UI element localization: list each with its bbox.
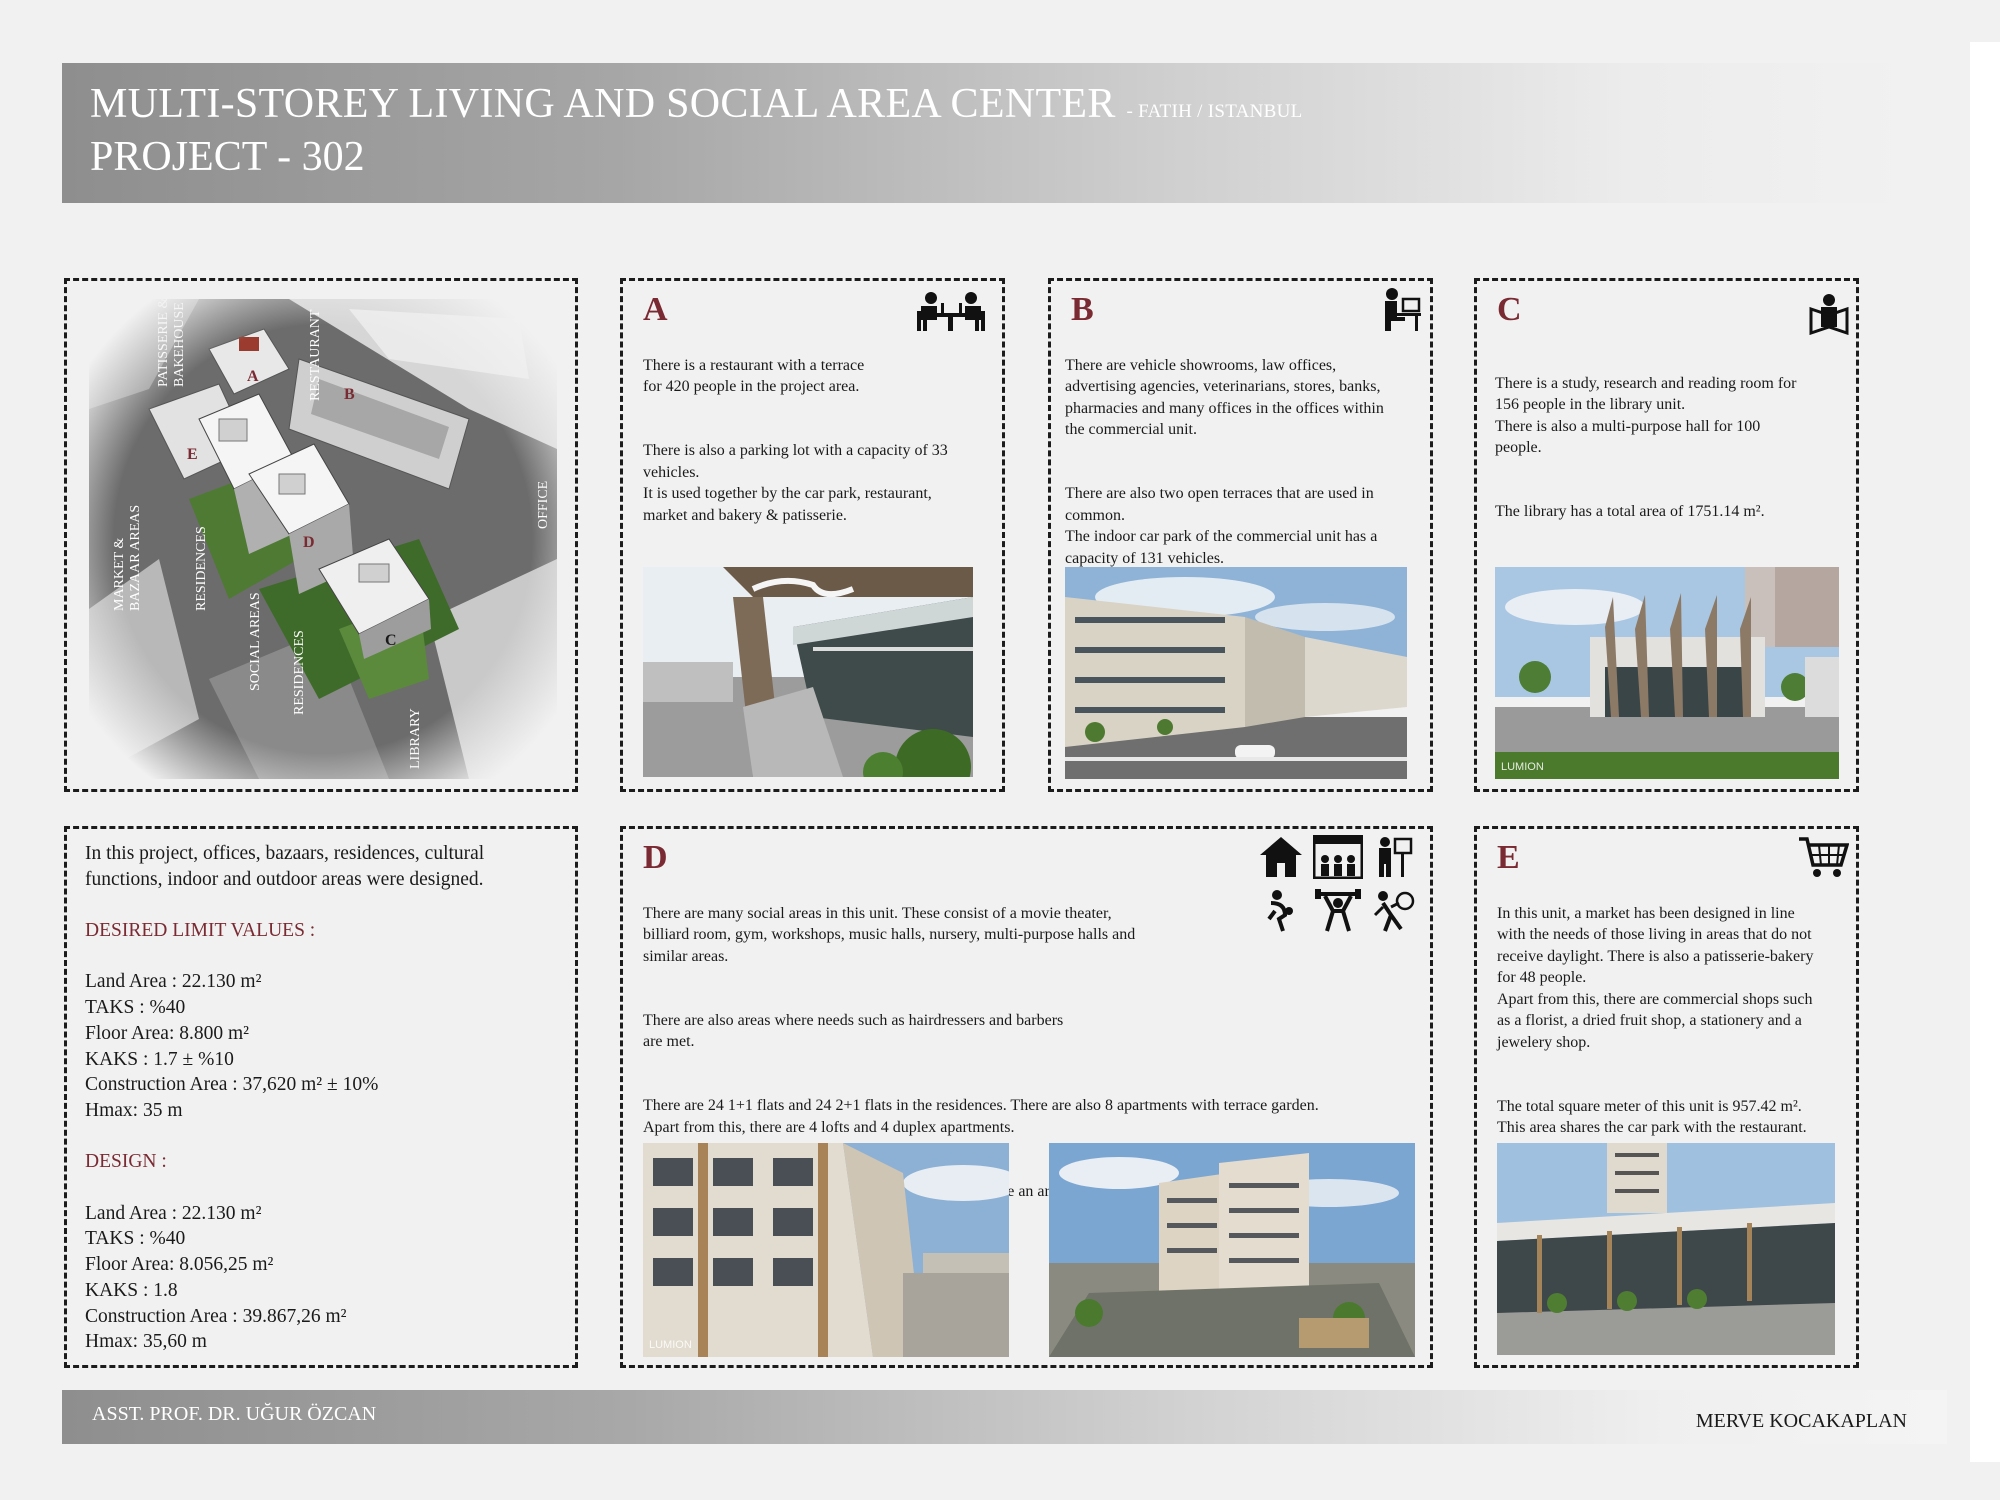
- residence-render-1: [643, 1143, 1009, 1357]
- restaurant-render: [643, 567, 973, 777]
- author-name: MERVE KOCAKAPLAN: [1695, 1410, 1907, 1432]
- card-e-market: [1474, 826, 1859, 1368]
- card-c-letter: C: [1497, 291, 1522, 328]
- card-a-paragraph: There is a restaurant with a terrace for 420 people in the project area.: [643, 356, 865, 395]
- card-e-text: [1497, 881, 1852, 1181]
- dining-people-icon: [915, 289, 987, 338]
- project-values-card: [64, 826, 578, 1368]
- desired-value: Floor Area: 8.800 m²: [85, 1022, 249, 1044]
- card-d-paragraph: There are 24 1+1 flats and 24 2+1 flats in the residences. There are also 8 apartments with terrace garden. Apart from this, there are 4 lofts and 4 duplex apartments.: [643, 1097, 1319, 1136]
- card-a-restaurant: [620, 278, 1005, 792]
- card-c-paragraph: There is a study, research and reading room for 156 people in the library unit. There is also a multi-purpose hall for 100 people.: [1495, 374, 1797, 456]
- design-heading: DESIGN :: [85, 1151, 167, 1173]
- lumion-watermark: LUMION: [1501, 761, 1544, 773]
- design-value: Construction Area : 39.867,26 m²: [85, 1305, 347, 1327]
- page-edge-strip: [1970, 42, 2000, 1462]
- card-d-paragraph: an: [1018, 1182, 1034, 1200]
- commercial-render: [1065, 567, 1407, 779]
- design-value: KAKS : 1.8: [85, 1279, 178, 1301]
- card-b-paragraph: There are also two open terraces that are used in common. The indoor car park of the commercial unit has a capacity of 131 vehicles.: [1065, 485, 1378, 567]
- residence-render-2: [1049, 1143, 1415, 1357]
- card-b-commercial: [1048, 278, 1433, 792]
- location-text: - FATIH / ISTANBUL: [1126, 101, 1303, 122]
- card-e-paragraph: The total square meter of this unit is 957.42 m². This area shares the car park with the restaurant.: [1497, 1097, 1807, 1136]
- card-c-paragraph: The library has a total area of 1751.14 m².: [1495, 503, 1765, 520]
- market-render: [1497, 1143, 1835, 1355]
- card-d-letter: D: [643, 839, 668, 876]
- reading-book-icon: [1807, 291, 1851, 340]
- card-b-paragraph: There are vehicle showrooms, law offices, advertising agencies, veterinarians, stores, banks, pharmacies and many offices in the offices within the commercial unit.: [1065, 356, 1384, 438]
- site-plan-card: [64, 278, 578, 792]
- card-a-letter: A: [643, 291, 668, 328]
- shopping-cart-icon: [1797, 835, 1849, 884]
- design-value: Floor Area: 8.056,25 m²: [85, 1254, 274, 1276]
- desired-value: TAKS : %40: [85, 997, 186, 1019]
- card-a-paragraph: There is also a parking lot with a capacity of 33 vehicles. It is used together by the car park, restaurant, market and bakery & patisserie.: [643, 442, 948, 524]
- workshop-icon: [1373, 835, 1413, 884]
- desired-heading: DESIRED LIMIT VALUES :: [85, 920, 316, 942]
- office-worker-icon: [1381, 287, 1421, 338]
- page-title: [90, 80, 1303, 128]
- card-c-library: [1474, 278, 1859, 792]
- card-e-letter: E: [1497, 839, 1520, 876]
- card-e-paragraph: In this unit, a market has been designed in line with the needs of those living in areas that do not receive daylight. There is also a patisserie-bakery for 48 people. Apart from this, there are commercial shops such as a florist, a dried fruit shop, a stationery and a jewelery shop.: [1497, 904, 1814, 1051]
- project-number: PROJECT - 302: [90, 134, 365, 180]
- theater-icon: [1313, 835, 1363, 884]
- advisor-name: ASST. PROF. DR. UĞUR ÖZCAN: [92, 1403, 377, 1425]
- desired-value: Construction Area : 37,620 m² ± 10%: [85, 1074, 379, 1096]
- design-value: TAKS : %40: [85, 1228, 186, 1250]
- card-b-letter: B: [1071, 291, 1094, 328]
- desired-value: KAKS : 1.7 ± %10: [85, 1048, 234, 1070]
- footer-banner: [62, 1390, 1947, 1444]
- design-value: Hmax: 35,60 m: [85, 1331, 207, 1353]
- card-c-text: [1495, 351, 1850, 565]
- desired-value: Hmax: 35 m: [85, 1100, 183, 1121]
- lumion-watermark: LUMION: [649, 1339, 692, 1351]
- project-values: [85, 841, 585, 1355]
- card-d-paragraph: There are many social areas in this unit. These consist of a movie theater, billiard room, gym, workshops, music halls, nursery, multi-purpose halls and similar areas.: [643, 904, 1136, 965]
- card-d-social-residences: [620, 826, 1433, 1368]
- design-value: Land Area : 22.130 m²: [85, 1202, 262, 1224]
- desired-value: Land Area : 22.130 m²: [85, 971, 262, 993]
- card-d-paragraph: There are also areas where needs such as hairdressers and barbers are met.: [643, 1011, 1064, 1050]
- home-icon: [1258, 835, 1304, 884]
- library-render: [1495, 567, 1839, 779]
- title-banner: [62, 63, 1907, 203]
- site-plan-image: [89, 299, 557, 779]
- intro-text: In this project, offices, bazaars, residences, cultural functions, indoor and outdoor areas were designed.: [85, 843, 485, 890]
- title-text: MULTI-STOREY LIVING AND SOCIAL AREA CENTER: [90, 81, 1116, 127]
